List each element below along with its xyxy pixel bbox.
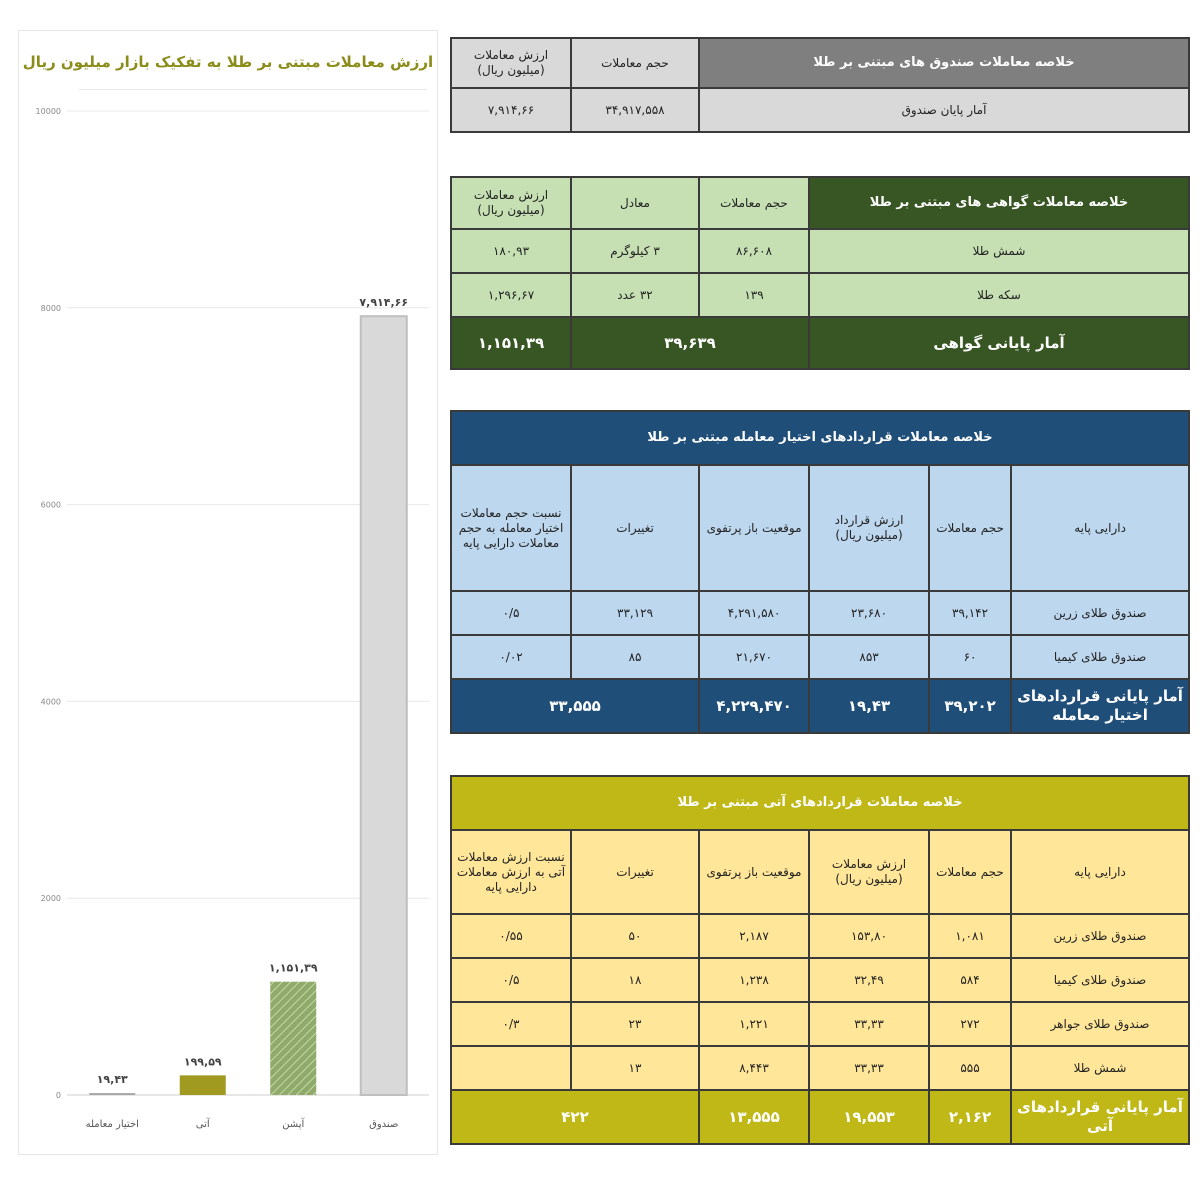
row-count: ۳۴,۹۱۷,۵۵۸ [571,88,699,132]
y-tick-label: 2000 [40,894,61,904]
cell: ۱,۰۸۱ [929,914,1011,958]
cell: ۸۵ [571,635,699,679]
funds-table-title: خلاصه معاملات صندوق های مبتنی بر طلا [699,38,1189,88]
cell: ۴,۲۹۱,۵۸۰ [699,591,809,635]
table-row [451,914,1189,958]
cell: ۱,۲۲۱ [699,1002,809,1046]
row-label: سکه طلا [809,273,1189,317]
cell: ۰/۵ [451,591,571,635]
table-header-row [451,830,1189,914]
column-header: نسبت ارزش معاملات آتی به ارزش معاملات دارایی پایه [451,830,571,914]
row-mid: ۳ کیلوگرم [571,229,699,273]
table-row [451,273,1189,317]
column-header: موقعیت باز پرتفوی [699,465,809,591]
total-label: آمار پایانی قراردادهای اختیار معامله [1011,679,1189,733]
total-cell: ۳۹,۲۰۲ [929,679,1011,733]
y-tick-label: 0 [55,1091,61,1100]
cell: ۰/۳ [451,1002,571,1046]
funds-summary-table [450,37,1190,133]
cell: ۳۳,۳۳ [809,1046,929,1090]
chart-title: ارزش معاملات مبتنی بر طلا به تفکیک بازار میلیون ریال [22,53,434,71]
x-category-label: آپشن [282,1119,305,1130]
cell [451,1046,571,1090]
cell: ۲۳ [571,1002,699,1046]
y-tick-label: 6000 [40,500,61,510]
options-summary-table [450,410,1190,734]
futures-summary-table [450,775,1190,1145]
funds-col-value: ارزش معاملات (میلیون ریال) [451,38,571,88]
table-row [451,1046,1189,1090]
cell: ۳۳,۳۳ [809,1002,929,1046]
cell: ۱۵۳,۸۰ [809,914,929,958]
total-value: ۱,۱۵۱,۳۹ [451,317,571,369]
row-label: شمش طلا [1011,1046,1189,1090]
data-label: ۱۹,۴۳ [96,1073,128,1087]
total-row [451,679,1189,733]
column-header: حجم معاملات [929,465,1011,591]
total-cell: ۲,۱۶۲ [929,1090,1011,1144]
bar-3 [180,1075,226,1095]
cell: ۵۰ [571,914,699,958]
total-cell: ۴۲۲ [451,1090,699,1144]
table-row [451,1002,1189,1046]
bar-1 [361,316,407,1095]
cell: ۸,۴۴۳ [699,1046,809,1090]
cell: ۰/۵۵ [451,914,571,958]
certificates-col-count: حجم معاملات [699,177,809,229]
table-header-row [451,465,1189,591]
row-count: ۸۶,۶۰۸ [699,229,809,273]
cell: ۳۳,۱۲۹ [571,591,699,635]
row-label: صندوق طلای کیمیا [1011,958,1189,1002]
cell: ۸۵۳ [809,635,929,679]
row-count: ۱۳۹ [699,273,809,317]
cell: ۳۹,۱۴۲ [929,591,1011,635]
cell: ۲۳,۶۸۰ [809,591,929,635]
total-cell: ۴,۲۲۹,۴۷۰ [699,679,809,733]
total-count: ۳۹,۶۳۹ [571,317,809,369]
column-header: دارایی پایه [1011,830,1189,914]
certificates-summary-table [450,176,1190,370]
x-category-label: اختیار معامله [85,1119,139,1130]
cell: ۶۰ [929,635,1011,679]
column-header: نسبت حجم معاملات اختیار معامله به حجم معاملات دارایی پایه [451,465,571,591]
x-category-label: آتی [195,1119,210,1130]
data-label: ۷,۹۱۴,۶۶ [359,296,409,310]
table-row [451,88,1189,132]
data-label: ۱۹۹,۵۹ [183,1055,222,1069]
data-label: ۱,۱۵۱,۳۹ [268,961,318,975]
cell: ۱۸ [571,958,699,1002]
certificates-col-value: ارزش معاملات (میلیون ریال) [451,177,571,229]
total-row [451,1090,1189,1144]
column-header: ارزش معاملات (میلیون ریال) [809,830,929,914]
row-label: صندوق طلای زرین [1011,914,1189,958]
cell: ۵۸۴ [929,958,1011,1002]
row-label: صندوق طلای زرین [1011,591,1189,635]
cell: ۲,۱۸۷ [699,914,809,958]
total-label: آمار پایانی قراردادهای آتی [1011,1090,1189,1144]
cell: ۵۵۵ [929,1046,1011,1090]
cell: ۲۱,۶۷۰ [699,635,809,679]
column-header: ارزش قرارداد (میلیون ریال) [809,465,929,591]
funds-col-count: حجم معاملات [571,38,699,88]
row-label: صندوق طلای جواهر [1011,1002,1189,1046]
row-value: ۱,۲۹۶,۶۷ [451,273,571,317]
row-value: ۷,۹۱۴,۶۶ [451,88,571,132]
bar-chart-panel [18,30,438,1155]
y-tick-label: 8000 [40,303,61,313]
certificates-table-title: خلاصه معاملات گواهی های مبتنی بر طلا [809,177,1189,229]
table-row [451,958,1189,1002]
cell: ۰/۰۲ [451,635,571,679]
x-category-label: صندوق [369,1119,399,1130]
column-header: تغییرات [571,830,699,914]
row-label: صندوق طلای کیمیا [1011,635,1189,679]
total-cell: ۳۳,۵۵۵ [451,679,699,733]
total-cell: ۱۹,۴۳ [809,679,929,733]
bar-chart-svg [19,31,439,1156]
column-header: دارایی پایه [1011,465,1189,591]
total-row [451,317,1189,369]
y-tick-label: 10000 [35,107,61,116]
row-label: آمار پایان صندوق [699,88,1189,132]
total-label: آمار پایانی گواهی [809,317,1189,369]
options-table-title: خلاصه معاملات قراردادهای اختیار معامله مبتنی بر طلا [451,411,1189,465]
bar-4 [89,1093,135,1095]
y-tick-label: 4000 [40,697,61,707]
certificates-col-mid: معادل [571,177,699,229]
cell: ۳۲,۴۹ [809,958,929,1002]
row-value: ۱۸۰,۹۳ [451,229,571,273]
table-row [451,591,1189,635]
row-label: شمش طلا [809,229,1189,273]
table-row [451,229,1189,273]
cell: ۱۳ [571,1046,699,1090]
bar-2 [270,982,316,1095]
table-row [451,635,1189,679]
column-header: تغییرات [571,465,699,591]
total-cell: ۱۳,۵۵۵ [699,1090,809,1144]
row-mid: ۳۲ عدد [571,273,699,317]
column-header: موقعیت باز پرتفوی [699,830,809,914]
cell: ۲۷۲ [929,1002,1011,1046]
total-cell: ۱۹,۵۵۳ [809,1090,929,1144]
column-header: حجم معاملات [929,830,1011,914]
cell: ۱,۲۳۸ [699,958,809,1002]
futures-table-title: خلاصه معاملات قراردادهای آتی مبتنی بر طلا [451,776,1189,830]
cell: ۰/۵ [451,958,571,1002]
